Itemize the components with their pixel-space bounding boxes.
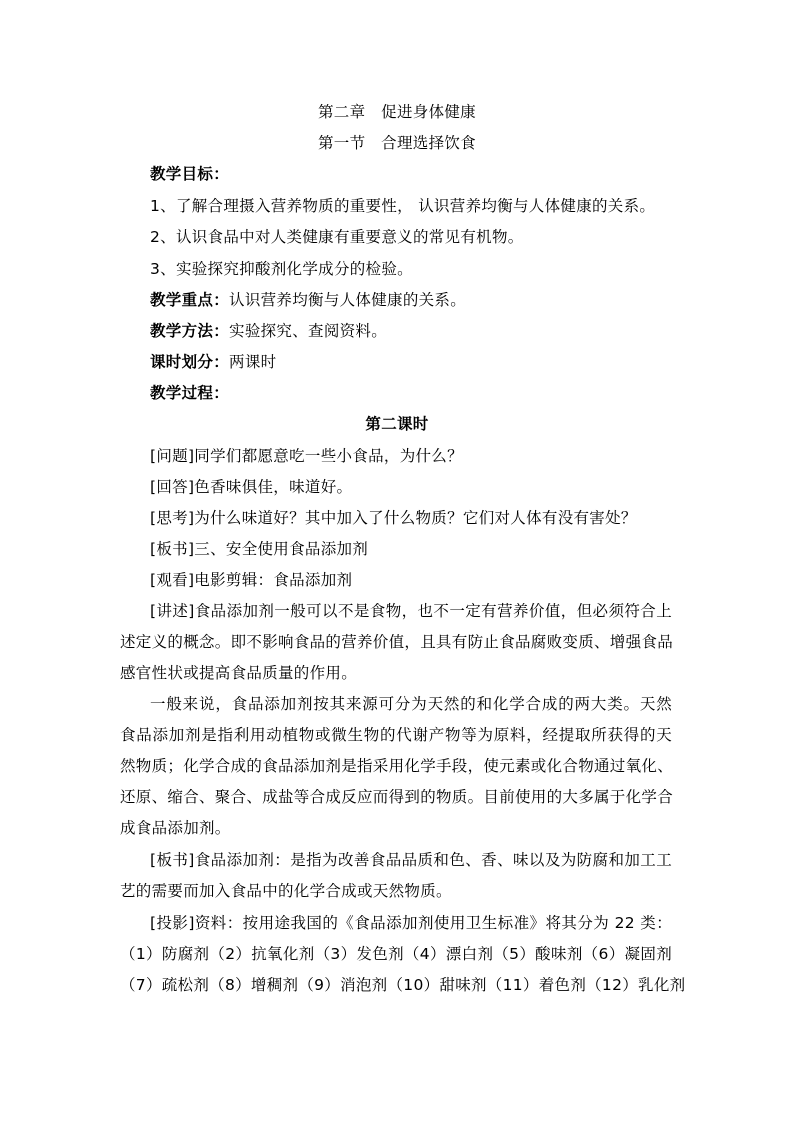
teaching-method: [150, 321, 387, 341]
objectives-heading: 教学目标：: [150, 165, 230, 183]
objective-item: 1、了解合理摄入营养物质的重要性， 认识营养均衡与人体健康的关系。: [150, 197, 656, 215]
body-line: [思考]为什么味道好？其中加入了什么物质？它们对人体有没有害处？: [150, 509, 637, 527]
body-line: [回答]色香味俱佳，味道好。: [150, 478, 353, 496]
body-line: 还原、缩合、聚合、成盐等合成反应而得到的物质。目前使用的大多属于化学合: [120, 788, 674, 806]
chapter-title: 第二章 促进身体健康: [317, 103, 476, 121]
objective-item: 3、实验探究抑酸剂化学成分的检验。: [150, 260, 413, 278]
hours-label: 课时划分：: [150, 353, 230, 371]
process-heading: 教学过程：: [150, 384, 230, 402]
objective-item: 2、认识食品中对人类健康有重要意义的常见有机物。: [150, 228, 524, 246]
body-line: [观看]电影剪辑：食品添加剂: [150, 571, 353, 589]
body-line: 艺的需要而加入食品中的化学合成或天然物质。: [120, 882, 452, 900]
section-title: 第一节 合理选择饮食: [317, 134, 476, 152]
body-line: [问题]同学们都愿意吃一些小食品，为什么？: [150, 447, 463, 465]
key-point: [150, 290, 466, 310]
method-label: 教学方法：: [150, 322, 230, 340]
method-text: 实验探究、查阅资料。: [229, 322, 388, 340]
body-line: （7）疏松剂（8）增稠剂（9）消泡剂（10）甜味剂（11）着色剂（12）乳化剂: [120, 976, 686, 994]
body-line: （1）防腐剂（2）抗氧化剂（3）发色剂（4）漂白剂（5）酸味剂（6）凝固剂: [120, 945, 672, 963]
body-line: 成食品添加剂。: [120, 819, 231, 837]
lesson-title: 第二课时: [365, 415, 429, 433]
body-line: 然物质；化学合成的食品添加剂是指采用化学手段，使元素或化合物通过氧化、: [120, 757, 674, 775]
body-line: [投影]资料：按用途我国的《食品添加剂使用卫生标准》将其分为 22 类：: [150, 914, 672, 932]
key-point-text: 认识营养均衡与人体健康的关系。: [229, 291, 467, 309]
body-line: [板书]食品添加剂：是指为改善食品品质和色、香、味以及为防腐和加工工: [150, 851, 672, 869]
hours-text: 两课时: [229, 353, 277, 371]
body-line: 述定义的概念。即不影响食品的营养价值，且具有防止食品腐败变质、增强食品: [120, 633, 674, 651]
body-line: 感官性状或提高食品质量的作用。: [120, 664, 358, 682]
key-point-label: 教学重点：: [150, 291, 230, 309]
lesson-hours: [150, 352, 276, 372]
body-line: 食品添加剂是指利用动植物或微生物的代谢产物等为原料，经提取所获得的天: [120, 726, 672, 744]
body-line: [讲述]食品添加剂一般可以不是食物，也不一定有营养价值，但必须符合上: [150, 602, 672, 620]
body-line: [板书]三、安全使用食品添加剂: [150, 540, 369, 558]
body-line: 一般来说，食品添加剂按其来源可分为天然的和化学合成的两大类。天然: [150, 695, 672, 713]
